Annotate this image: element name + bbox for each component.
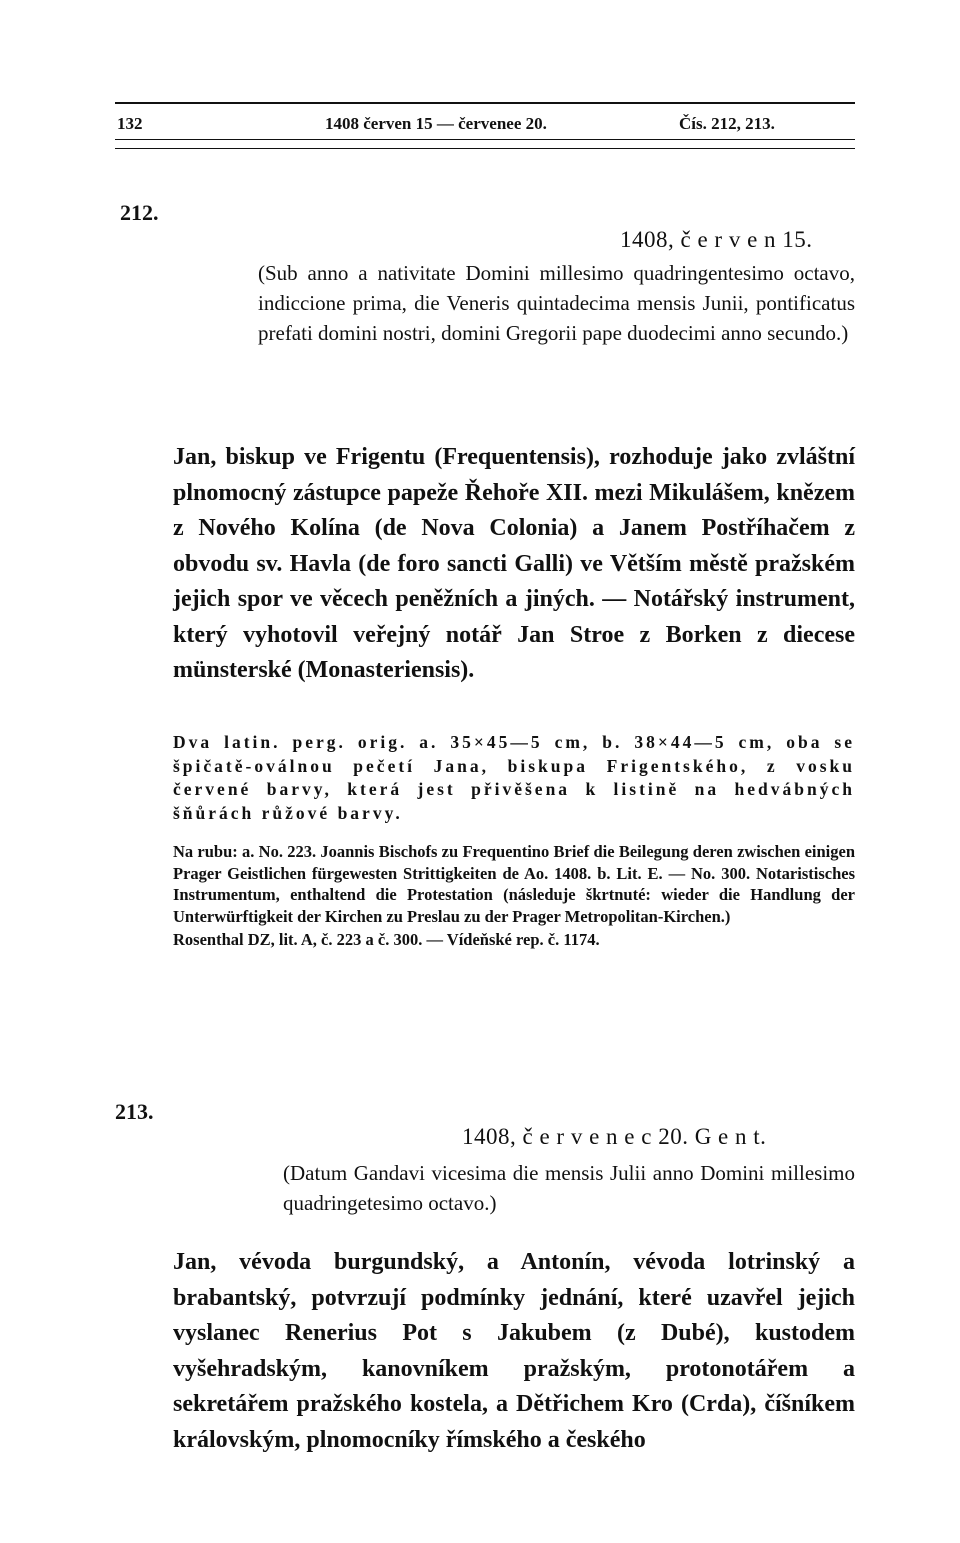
latin-dating-212: (Sub anno a nativitate Domini millesimo quadringentesimo octavo, indiccione prima, die Veneris quintadecima mensis Junii, pontificatus prefati domini nostri, domini Gregorii pape duodecimi anno secundo.) bbox=[258, 261, 855, 345]
entry-date-212: 1408, č e r v e n 15. bbox=[620, 227, 813, 252]
running-head-numbers: Čís. 212, 213. bbox=[679, 114, 775, 133]
apparatus-212 bbox=[173, 731, 855, 951]
regest-212: Jan, biskup ve Frigentu (Frequentensis), rozhoduje jako zvláštní plnomocný zástupce papeže Řehoře XII. mezi Mikulášem, knězem z Nového Kolína (de Nova Colonia) a Janem Postříhačem z obvodu sv. Havla (de foro sancti Galli) ve Větším městě pražském jejich spor ve věcech peněžních a jiných. — Notářský instrument, který vyhotovil veřejný notář Jan Stroe z Borken z diecese münsterské (Monasteriensis). bbox=[173, 444, 855, 683]
reference-212: Rosenthal DZ, lit. A, č. 223 a č. 300. — Vídeňské rep. č. 1174. bbox=[173, 930, 600, 949]
regest-213: Jan, vévoda burgundský, a Antonín, vévoda lotrinský a brabantský, potvrzují podmínky jednání, které uzavřel jejich vyslanec Renerius Pot s Jakubem (z Dubé), kustodem vyšehradským, kanovníkem pražským, protonotářem a sekretářem pražského kostela, a Dětřichem Kro (Crda), číšníkem královským, plnomocníky římského a českého bbox=[173, 1249, 855, 1453]
latin-dating-213: (Datum Gandavi vicesima die mensis Julii anno Domini millesimo quadringetesimo octavo.) bbox=[283, 1161, 855, 1215]
entry-number-213: 213. bbox=[115, 1099, 154, 1124]
running-head-dates: 1408 červen 15 — červenee 20. bbox=[325, 114, 547, 133]
entry-number-212: 212. bbox=[120, 200, 159, 225]
running-head bbox=[115, 102, 855, 134]
header-double-rule bbox=[115, 139, 855, 149]
dorsal-note-212: Na rubu: a. No. 223. Joannis Bischofs zu Frequentino Brief die Beilegung deren zwischen einigen Prager Geistlichen fürgewesten Strittigkeiten de Ao. 1408. b. Lit. E. — No. 300. Notaristisches Instrumentum, enthaltend die Protestation (následuje škrtnuté: wieder die Handlung der Unterwürftigkeit der Kirchen zu Preslau zu der Prager Metropolitan-Kirchen.) bbox=[173, 842, 855, 926]
entry-date-213: 1408, č e r v e n e c 20. G e n t. bbox=[462, 1124, 767, 1149]
physical-description-212: Dva latin. perg. orig. a. 35×45—5 cm, b. 38×44—5 cm, oba se špičatě-oválnou pečetí Jana, biskupa Frigentského, z vosku červené barvy, která jest přivěšena k listině na hedvábných šňůrách růžové barvy. bbox=[173, 732, 855, 823]
page-number: 132 bbox=[117, 114, 143, 133]
